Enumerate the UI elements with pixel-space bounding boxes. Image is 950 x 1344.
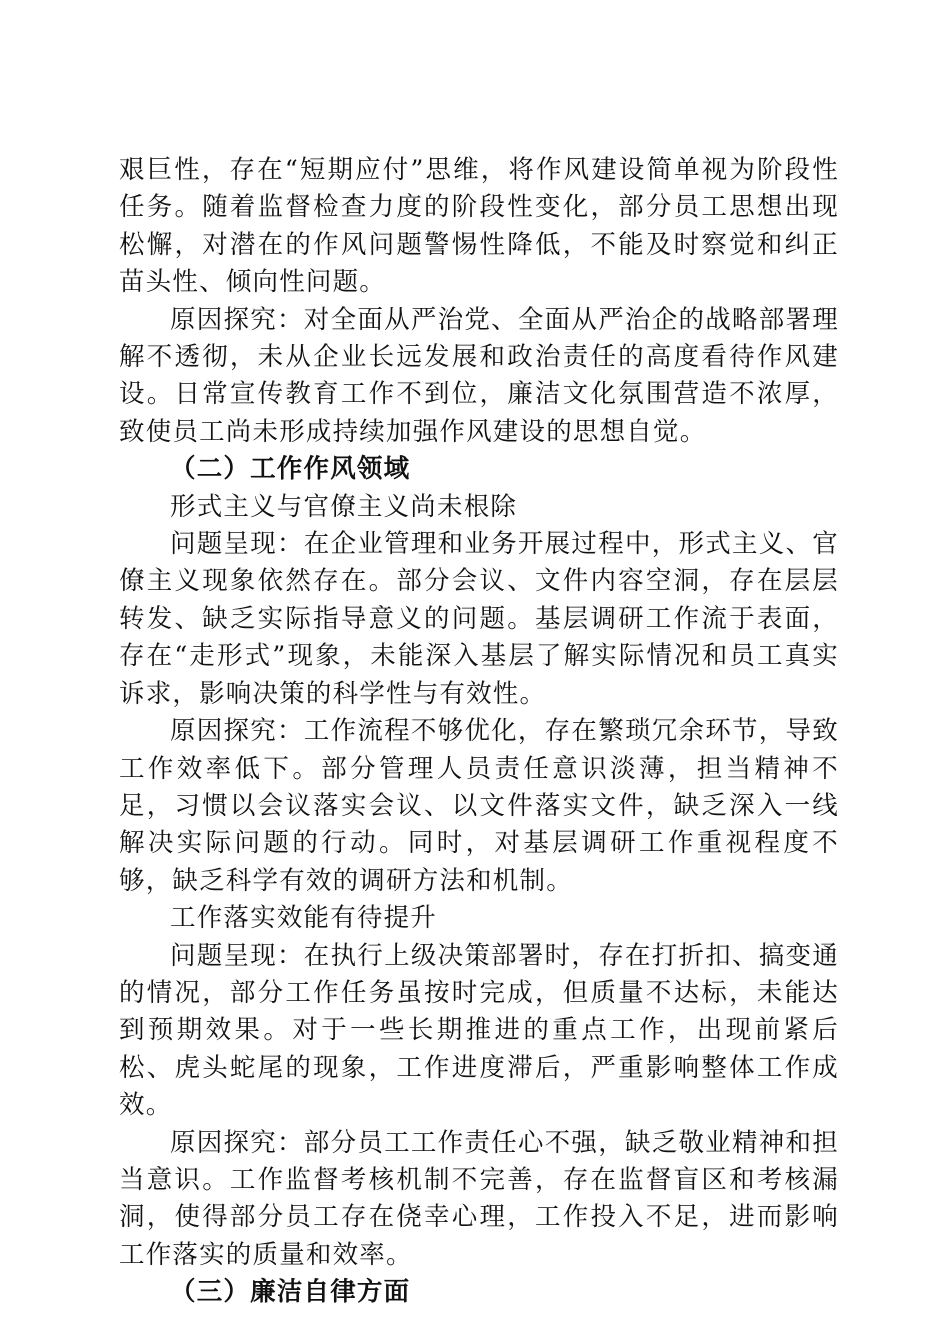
body-paragraph-cause-analysis: 原因探究：对全面从严治党、全面从严治企的战略部署理解不透彻，未从企业长远发展和政治责任的高度看待作风建设。日常宣传教育工作不到位，廉洁文化氛围营造不浓厚，致使员工尚未形成持续加强作风建设的思想自觉。 [119,304,839,447]
body-paragraph-cause: 原因探究：工作流程不够优化，存在繁琐冗余环节，导致工作效率低下。部分管理人员责任意识淡薄，担当精神不足，习惯以会议落实会议、以文件落实文件，缺乏深入一线解决实际问题的行动。同时，对基层调研工作重视程度不够，缺乏科学有效的调研方法和机制。 [119,716,839,896]
section-heading-work-style: （二）工作作风领域 [170,454,411,485]
body-paragraph-continued: 艰巨性，存在“短期应付”思维，将作风建设简单视为阶段性任务。随着监督检查力度的阶段性变化，部分员工思想出现松懈，对潜在的作风问题警惕性降低，不能及时察觉和纠正苗头性、倾向性问题。 [119,155,839,298]
body-paragraph-problem: 问题呈现：在企业管理和业务开展过程中，形式主义、官僚主义现象依然存在。部分会议、文件内容空洞，存在层层转发、缺乏实际指导意义的问题。基层调研工作流于表面，存在“走形式”现象，未能深入基层了解实际情况和员工真实诉求，影响决策的科学性与有效性。 [119,529,839,709]
body-paragraph-problem-2: 问题呈现：在执行上级决策部署时，存在打折扣、搞变通的情况，部分工作任务虽按时完成，但质量不达标，未能达到预期效果。对于一些长期推进的重点工作，出现前紧后松、虎头蛇尾的现象，工作进度滞后，严重影响整体工作成效。 [119,940,839,1121]
section-heading-integrity: （三）廉洁自律方面 [170,1277,411,1308]
document-body [119,152,839,1312]
subheading-formalism: 形式主义与官僚主义尚未根除 [170,491,518,522]
body-paragraph-cause-2: 原因探究：部分员工工作责任心不强，缺乏敬业精神和担当意识。工作监督考核机制不完善，存在监督盲区和考核漏洞，使得部分员工存在侥幸心理，工作投入不足，进而影响工作落实的质量和效率。 [119,1127,839,1270]
subheading-implementation: 工作落实效能有待提升 [170,903,438,934]
